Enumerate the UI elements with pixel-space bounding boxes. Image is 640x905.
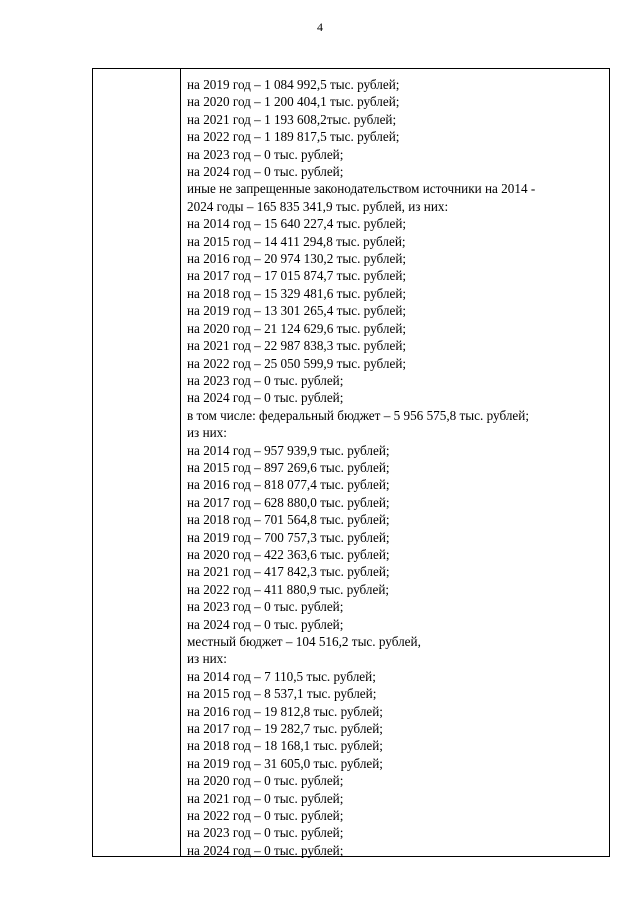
text-line: на 2017 год – 17 015 874,7 тыс. рублей;	[187, 268, 407, 284]
text-line: на 2018 год – 18 168,1 тыс. рублей;	[187, 738, 383, 754]
text-line: на 2021 год – 22 987 838,3 тыс. рублей;	[187, 338, 407, 354]
text-line: на 2024 год – 0 тыс. рублей;	[187, 164, 344, 180]
text-line: из них:	[187, 651, 227, 667]
text-line: на 2023 год – 0 тыс. рублей;	[187, 372, 344, 388]
text-line: на 2023 год – 0 тыс. рублей;	[187, 825, 344, 841]
text-line: на 2021 год – 0 тыс. рублей;	[187, 790, 344, 806]
text-line: на 2019 год – 1 084 992,5 тыс. рублей;	[187, 77, 400, 92]
text-line: на 2015 год – 14 411 294,8 тыс. рублей;	[187, 233, 406, 249]
text-line: в том числе: федеральный бюджет – 5 956 575,8 тыс. рублей;	[187, 407, 529, 423]
text-line: иные не запрещенные законодательством источники на 2014 -	[187, 181, 536, 197]
text-line: на 2014 год – 7 110,5 тыс. рублей;	[187, 668, 376, 684]
text-line: на 2016 год – 20 974 130,2 тыс. рублей;	[187, 251, 407, 267]
text-line: 2024 годы – 165 835 341,9 тыс. рублей, из них:	[187, 198, 449, 214]
text-line: на 2021 год – 1 193 608,2тыс. рублей;	[187, 111, 397, 127]
text-line: на 2017 год – 19 282,7 тыс. рублей;	[187, 721, 383, 737]
table-left-cell	[93, 69, 180, 856]
text-line: на 2022 год – 0 тыс. рублей;	[187, 808, 344, 824]
text-line: на 2020 год – 0 тыс. рублей;	[187, 773, 344, 789]
text-line: на 2019 год – 31 605,0 тыс. рублей;	[187, 755, 383, 771]
text-line: на 2016 год – 19 812,8 тыс. рублей;	[187, 703, 383, 719]
text-line: на 2014 год – 957 939,9 тыс. рублей;	[187, 442, 390, 458]
table-right-cell	[187, 76, 605, 859]
text-line: на 2024 год – 0 тыс. рублей;	[187, 842, 344, 858]
text-line: на 2015 год – 8 537,1 тыс. рублей;	[187, 686, 377, 702]
text-line: на 2024 год – 0 тыс. рублей;	[187, 390, 344, 406]
text-line: на 2019 год – 700 757,3 тыс. рублей;	[187, 529, 390, 545]
text-line: из них:	[187, 425, 227, 441]
text-line: на 2020 год – 21 124 629,6 тыс. рублей;	[187, 320, 407, 336]
text-line: на 2022 год – 411 880,9 тыс. рублей;	[187, 581, 390, 597]
text-line: на 2022 год – 25 050 599,9 тыс. рублей;	[187, 355, 407, 371]
text-line: на 2018 год – 701 564,8 тыс. рублей;	[187, 512, 390, 528]
document-table	[92, 68, 610, 857]
text-line: на 2020 год – 1 200 404,1 тыс. рублей;	[187, 94, 400, 110]
column-divider	[180, 69, 181, 856]
text-line: на 2022 год – 1 189 817,5 тыс. рублей;	[187, 129, 400, 145]
text-line: на 2016 год – 818 077,4 тыс. рублей;	[187, 477, 390, 493]
text-line: на 2020 год – 422 363,6 тыс. рублей;	[187, 546, 390, 562]
text-line: местный бюджет – 104 516,2 тыс. рублей,	[187, 634, 421, 649]
text-line: на 2019 год – 13 301 265,4 тыс. рублей;	[187, 303, 407, 319]
text-line: на 2023 год – 0 тыс. рублей;	[187, 599, 344, 615]
text-line: на 2018 год – 15 329 481,6 тыс. рублей;	[187, 285, 407, 301]
text-line: на 2024 год – 0 тыс. рублей;	[187, 616, 344, 632]
text-line: на 2015 год – 897 269,6 тыс. рублей;	[187, 459, 390, 475]
text-line: на 2021 год – 417 842,3 тыс. рублей;	[187, 564, 390, 580]
page-number: 4	[317, 20, 323, 34]
text-line: на 2023 год – 0 тыс. рублей;	[187, 146, 344, 162]
text-line: на 2014 год – 15 640 227,4 тыс. рублей;	[187, 216, 407, 232]
text-line: на 2017 год – 628 880,0 тыс. рублей;	[187, 494, 390, 510]
